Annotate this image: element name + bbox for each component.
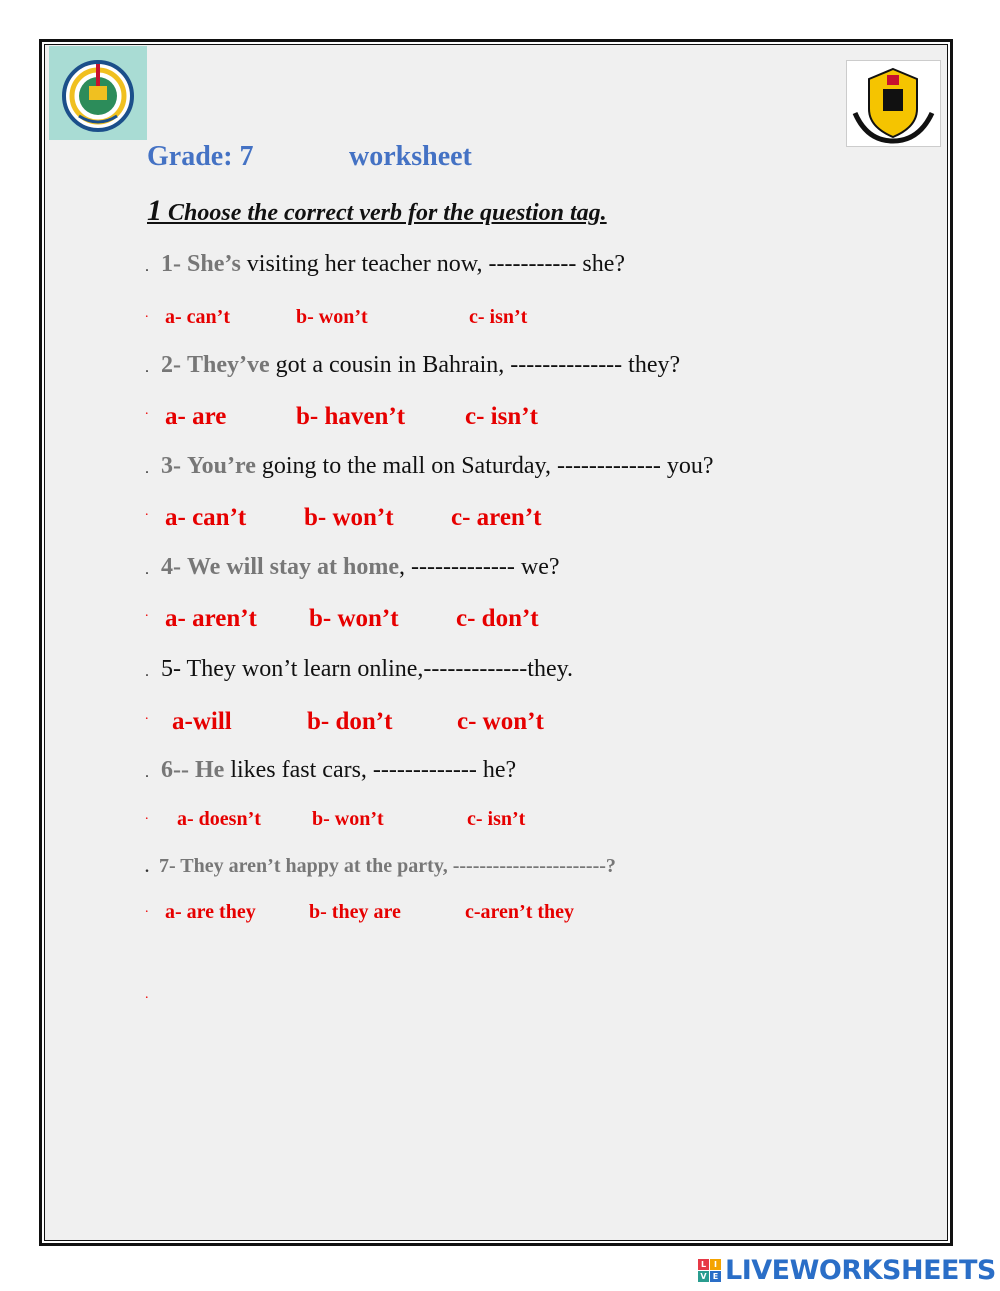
school-crest-icon [847, 61, 940, 146]
school-emblem-icon [49, 46, 147, 140]
logo-letter: E [710, 1271, 721, 1282]
section-instruction: Choose the correct verb for the question tag. [168, 200, 607, 226]
option-b[interactable]: b- don’t [307, 708, 393, 735]
option-a[interactable]: a-will [172, 708, 232, 735]
question-number: 3- [161, 453, 181, 479]
question-text: visiting her teacher now, ----------- she? [246, 251, 626, 277]
question-6 [145, 757, 516, 784]
logo-letter: I [710, 1259, 721, 1270]
question-text: , ------------- we? [398, 554, 560, 580]
bullet: . [145, 605, 149, 620]
option-c[interactable]: c- isn’t [467, 808, 526, 830]
bullet: . [145, 504, 149, 519]
question-number: 2- [161, 352, 181, 378]
worksheet-label: worksheet [349, 141, 472, 172]
question-subject: We will stay at home [187, 554, 399, 580]
question-subject: You’re [187, 453, 256, 479]
question-text: going to the mall on Saturday, ------------- you? [261, 453, 714, 479]
question-7 [145, 855, 616, 878]
options-2 [145, 403, 845, 437]
liveworksheets-watermark[interactable] [698, 1255, 996, 1285]
bullet: . [145, 859, 149, 876]
option-a[interactable]: a- aren’t [165, 605, 257, 632]
liveworksheets-wordmark: LIVEWORKSHEETS [725, 1254, 996, 1286]
question-2 [145, 352, 680, 379]
option-a[interactable]: a- doesn’t [177, 808, 261, 830]
school-logo-left [49, 46, 147, 140]
option-c[interactable]: c- don’t [456, 605, 539, 632]
bullet: . [145, 901, 149, 916]
options-6 [145, 808, 845, 842]
option-b[interactable]: b- haven’t [296, 403, 406, 430]
question-5 [145, 656, 573, 683]
option-b[interactable]: b- won’t [296, 306, 368, 328]
bullet: . [145, 258, 149, 275]
question-text: 7- They aren’t happy at the party, -----------------------? [159, 855, 616, 877]
worksheet-title [147, 141, 472, 173]
option-b[interactable]: b- won’t [304, 504, 394, 531]
options-3 [145, 504, 845, 538]
option-a[interactable]: a- are [165, 403, 227, 430]
question-subject: He [194, 757, 225, 783]
bullet: . [145, 987, 149, 1002]
bullet: . [145, 561, 149, 578]
bullet: . [145, 306, 149, 321]
bullet: . [145, 663, 149, 680]
question-1 [145, 251, 625, 278]
question-3 [145, 453, 714, 480]
logo-letter: V [698, 1271, 709, 1282]
option-a[interactable]: a- can’t [165, 504, 247, 531]
trailing-bullet [145, 985, 149, 1003]
bullet: . [145, 359, 149, 376]
option-a[interactable]: a- can’t [165, 306, 230, 328]
question-subject: They’ve [187, 352, 270, 378]
question-text: likes fast cars, ------------- he? [230, 757, 517, 783]
options-5 [145, 708, 845, 742]
option-b[interactable]: b- won’t [312, 808, 384, 830]
question-text: got a cousin in Bahrain, -------------- they? [275, 352, 681, 378]
question-number: 1- [161, 251, 181, 277]
options-7 [145, 901, 845, 935]
option-c[interactable]: c-aren’t they [465, 901, 575, 923]
section-heading [147, 194, 607, 228]
option-c[interactable]: c- aren’t [451, 504, 542, 531]
bullet: . [145, 708, 149, 723]
options-1 [145, 306, 845, 340]
question-text: 5- They won’t learn online,-------------they. [161, 656, 574, 682]
question-subject: She’s [187, 251, 241, 277]
school-logo-right [846, 60, 941, 147]
question-number: 4- [161, 554, 181, 580]
option-c[interactable]: c- isn’t [465, 403, 538, 430]
logo-letter: L [698, 1259, 709, 1270]
grade-label: Grade: 7 [147, 141, 254, 172]
option-c[interactable]: c- won’t [457, 708, 544, 735]
bullet: . [145, 403, 149, 418]
question-number: 6-- [161, 757, 189, 783]
section-number: 1 [147, 194, 162, 227]
bullet: . [145, 764, 149, 781]
option-a[interactable]: a- are they [165, 901, 256, 923]
option-b[interactable]: b- won’t [309, 605, 399, 632]
option-b[interactable]: b- they are [309, 901, 401, 923]
options-4 [145, 605, 845, 639]
bullet: . [145, 808, 149, 823]
option-c[interactable]: c- isn’t [469, 306, 528, 328]
liveworksheets-logo-icon [698, 1259, 721, 1282]
bullet: . [145, 460, 149, 477]
question-4 [145, 554, 560, 581]
